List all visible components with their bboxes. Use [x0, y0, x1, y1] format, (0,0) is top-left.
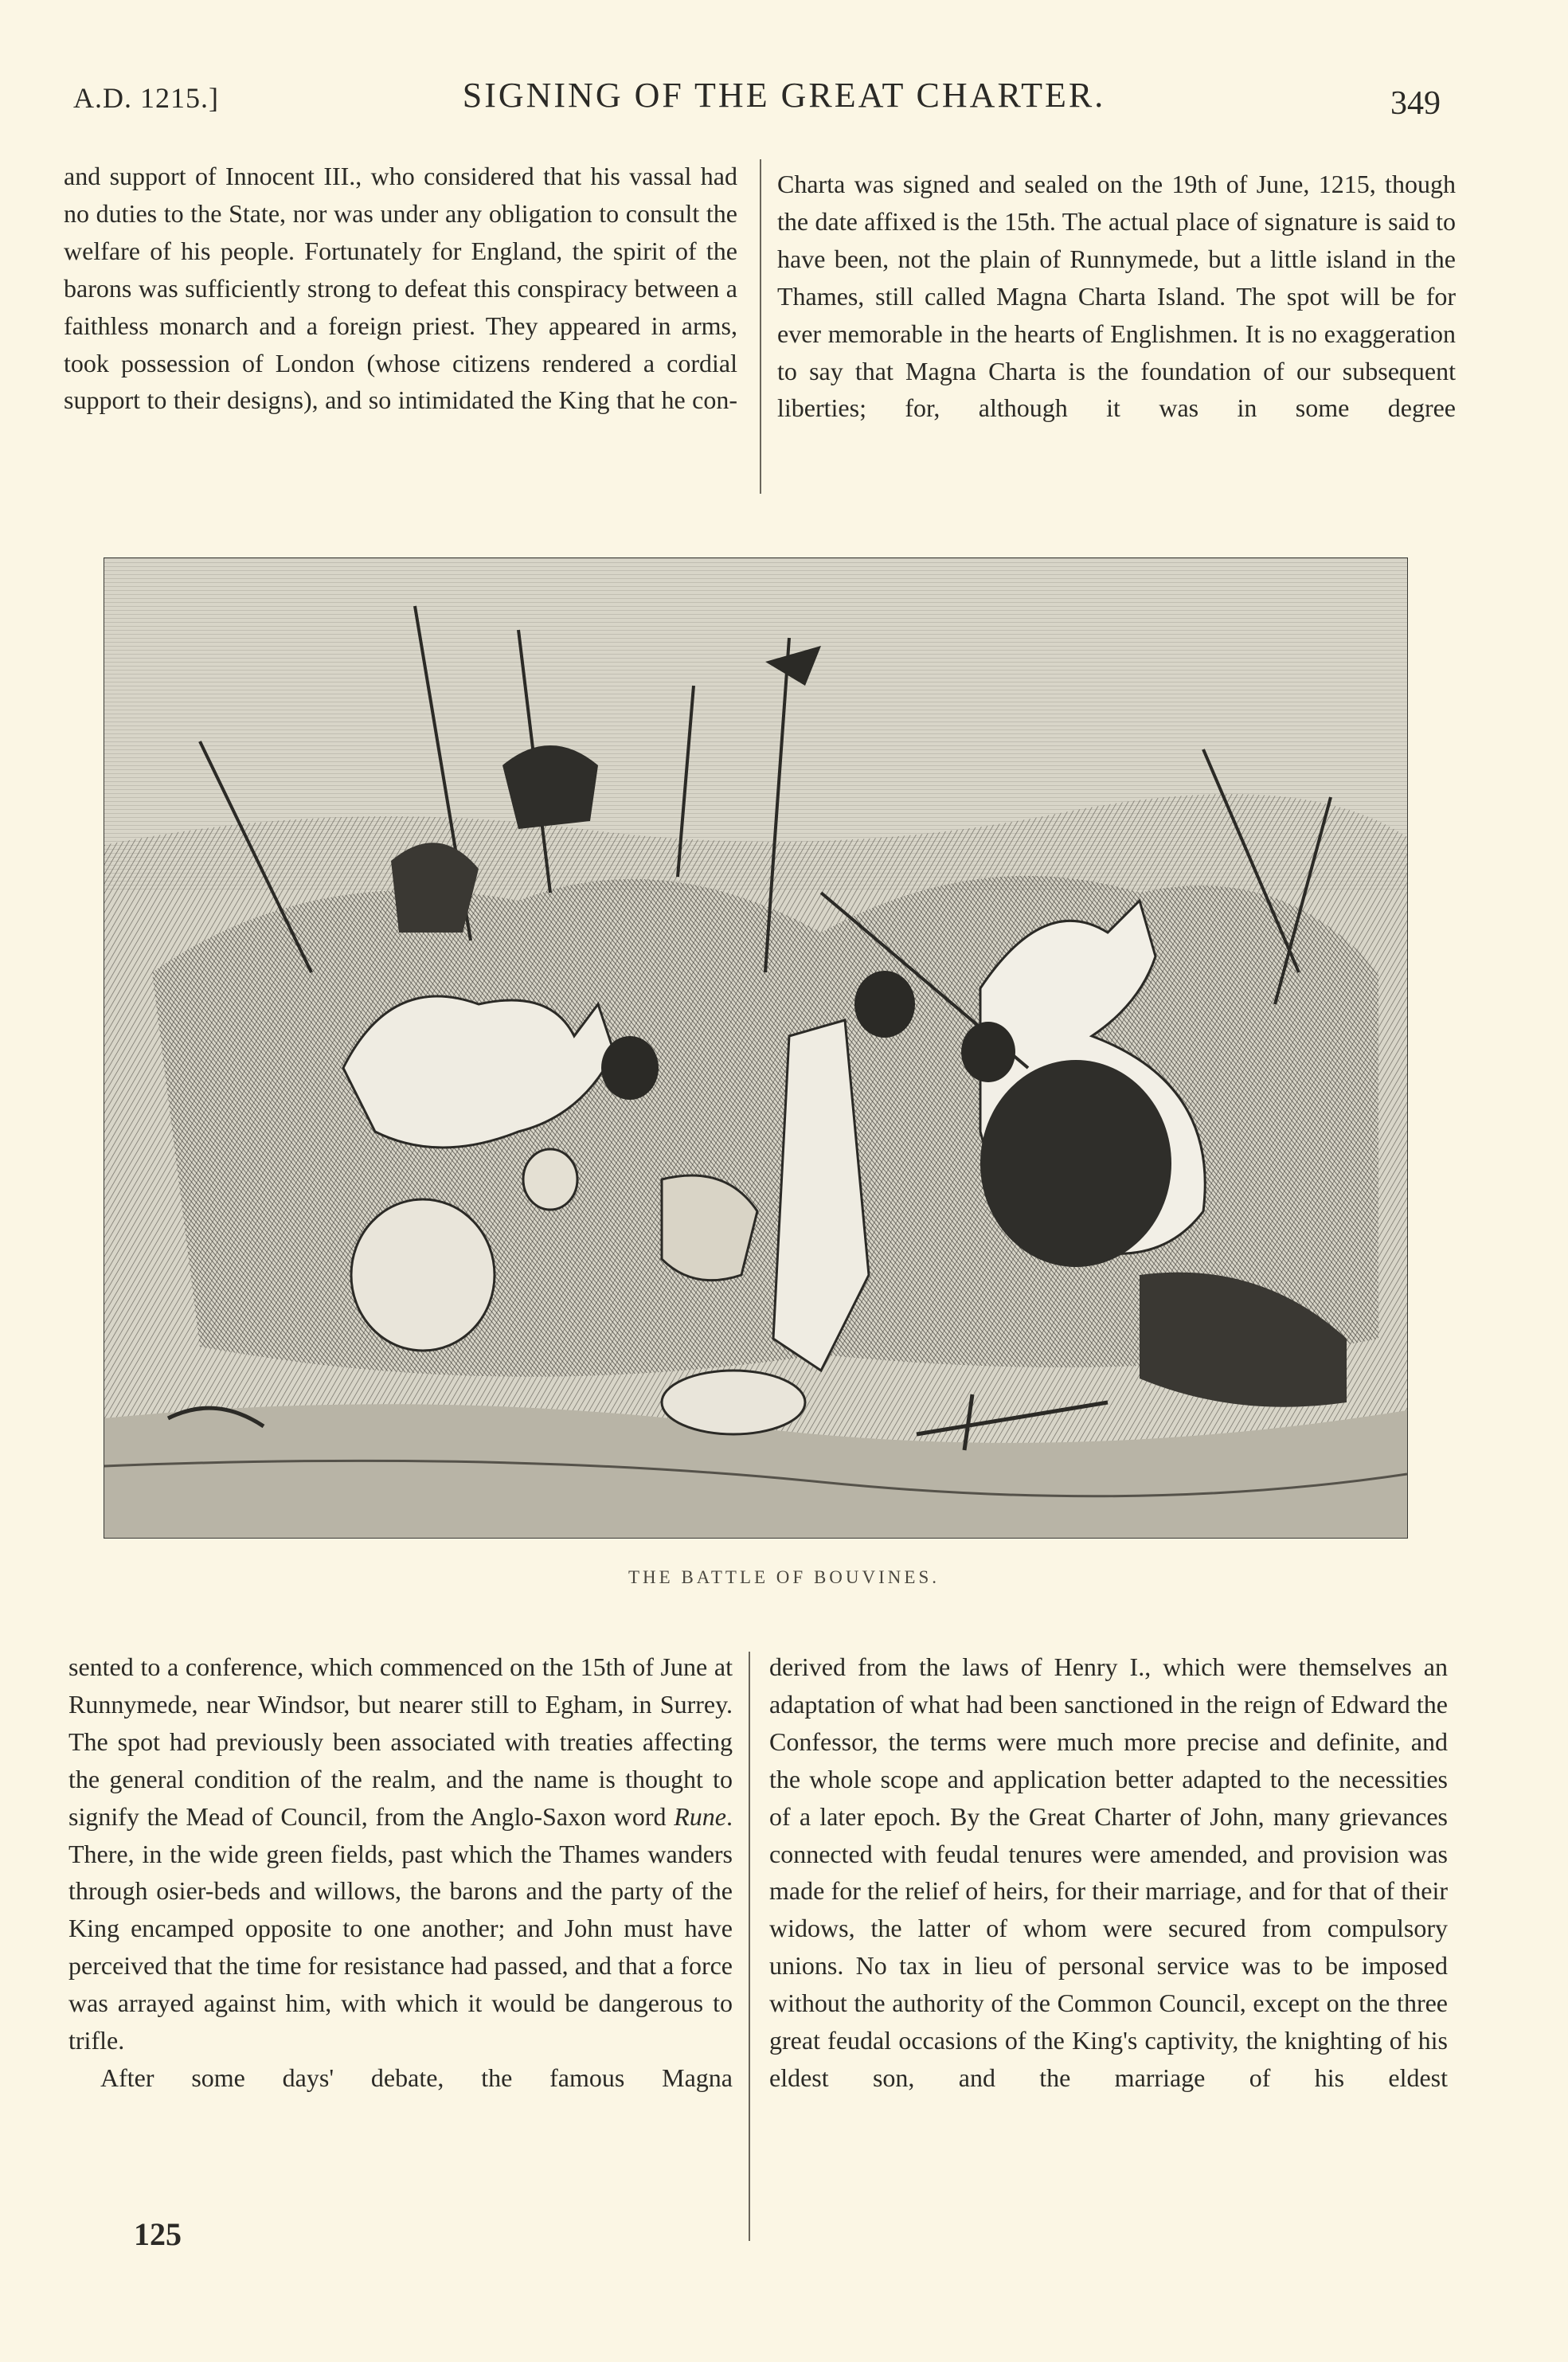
italic-word: Rune — [674, 1801, 726, 1831]
text-run: sented to a conference, which commenced on the 15th of June at Runnymede, near Windsor, but nearer still to Egham, in Surrey. The spot had previously been associated with treaties affecting the general condition of the realm, and the name is thought to signify the Mead of Council, from the Anglo-Saxon word — [68, 1652, 733, 1831]
text-run: . There, in the wide green fields, past which the Thames wanders through osier-beds and willows, the barons and the party of the King encamped opposite to one another; and John must have perceived that the time for resistance had passed, and that a force was arrayed against him, with which it would be dangerous to trifle. — [68, 1801, 733, 2055]
column-bottom-left — [68, 1648, 733, 2097]
column-top-left — [64, 158, 737, 419]
paragraph — [68, 1648, 733, 2059]
illustration-caption: THE BATTLE OF BOUVINES. — [628, 1567, 940, 1587]
running-head — [0, 70, 1568, 126]
column-bottom-right — [769, 1648, 1448, 2097]
running-head-title: SIGNING OF THE GREAT CHARTER. — [462, 76, 1106, 115]
page-number: 349 — [1390, 85, 1441, 122]
paragraph: and support of Innocent III., who considered that his vassal had no duties to the State, nor was under any obligation to consult the welfare of his people. Fortunately for England, the spirit of the barons was sufficiently strong to defeat this conspiracy between a faithless monarch and a foreign priest. They appeared in arms, took possession of London (whose citizens rendered a cordial support to their designs), and so intimidated the King that he con- — [64, 162, 737, 415]
paragraph: derived from the laws of Henry I., which were themselves an adaptation of what had been sanctioned in the reign of Edward the Confessor, the terms were much more precise and definite, and the whole scope and application better adapted to the necessities of a later epoch. By the Great Charter of John, many grievances connected with feudal tenures were amended, and provision was made for the relief of heirs, for their marriage, and for that of their widows, the latter of whom were secured from compulsory unions. No tax in lieu of personal service was to be imposed without the authority of the Common Council, except on the three great feudal occasions of the King's captivity, the knighting of his eldest son, and the marriage of his eldest — [769, 1652, 1448, 2092]
column-divider-bottom — [749, 1652, 750, 2241]
column-divider-top — [760, 159, 761, 494]
column-top-right — [777, 166, 1456, 427]
running-head-date: A.D. 1215.] — [73, 82, 219, 114]
battle-scene-illustration — [104, 558, 1407, 1538]
paragraph: Charta was signed and sealed on the 19th of June, 1215, though the date affixed is the 15th. The actual place of signature is said to have been, not the plain of Runnymede, but a little island in the Thames, still called Magna Charta Island. The spot will be for ever memorable in the hearts of Englishmen. It is no exaggeration to say that Magna Charta is the foundation of our subsequent liberties; for, although it was in some degree — [777, 170, 1456, 423]
signature-mark: 125 — [134, 2216, 182, 2252]
paragraph: After some days' debate, the famous Magna — [100, 2063, 733, 2092]
battle-engraving — [104, 557, 1408, 1539]
